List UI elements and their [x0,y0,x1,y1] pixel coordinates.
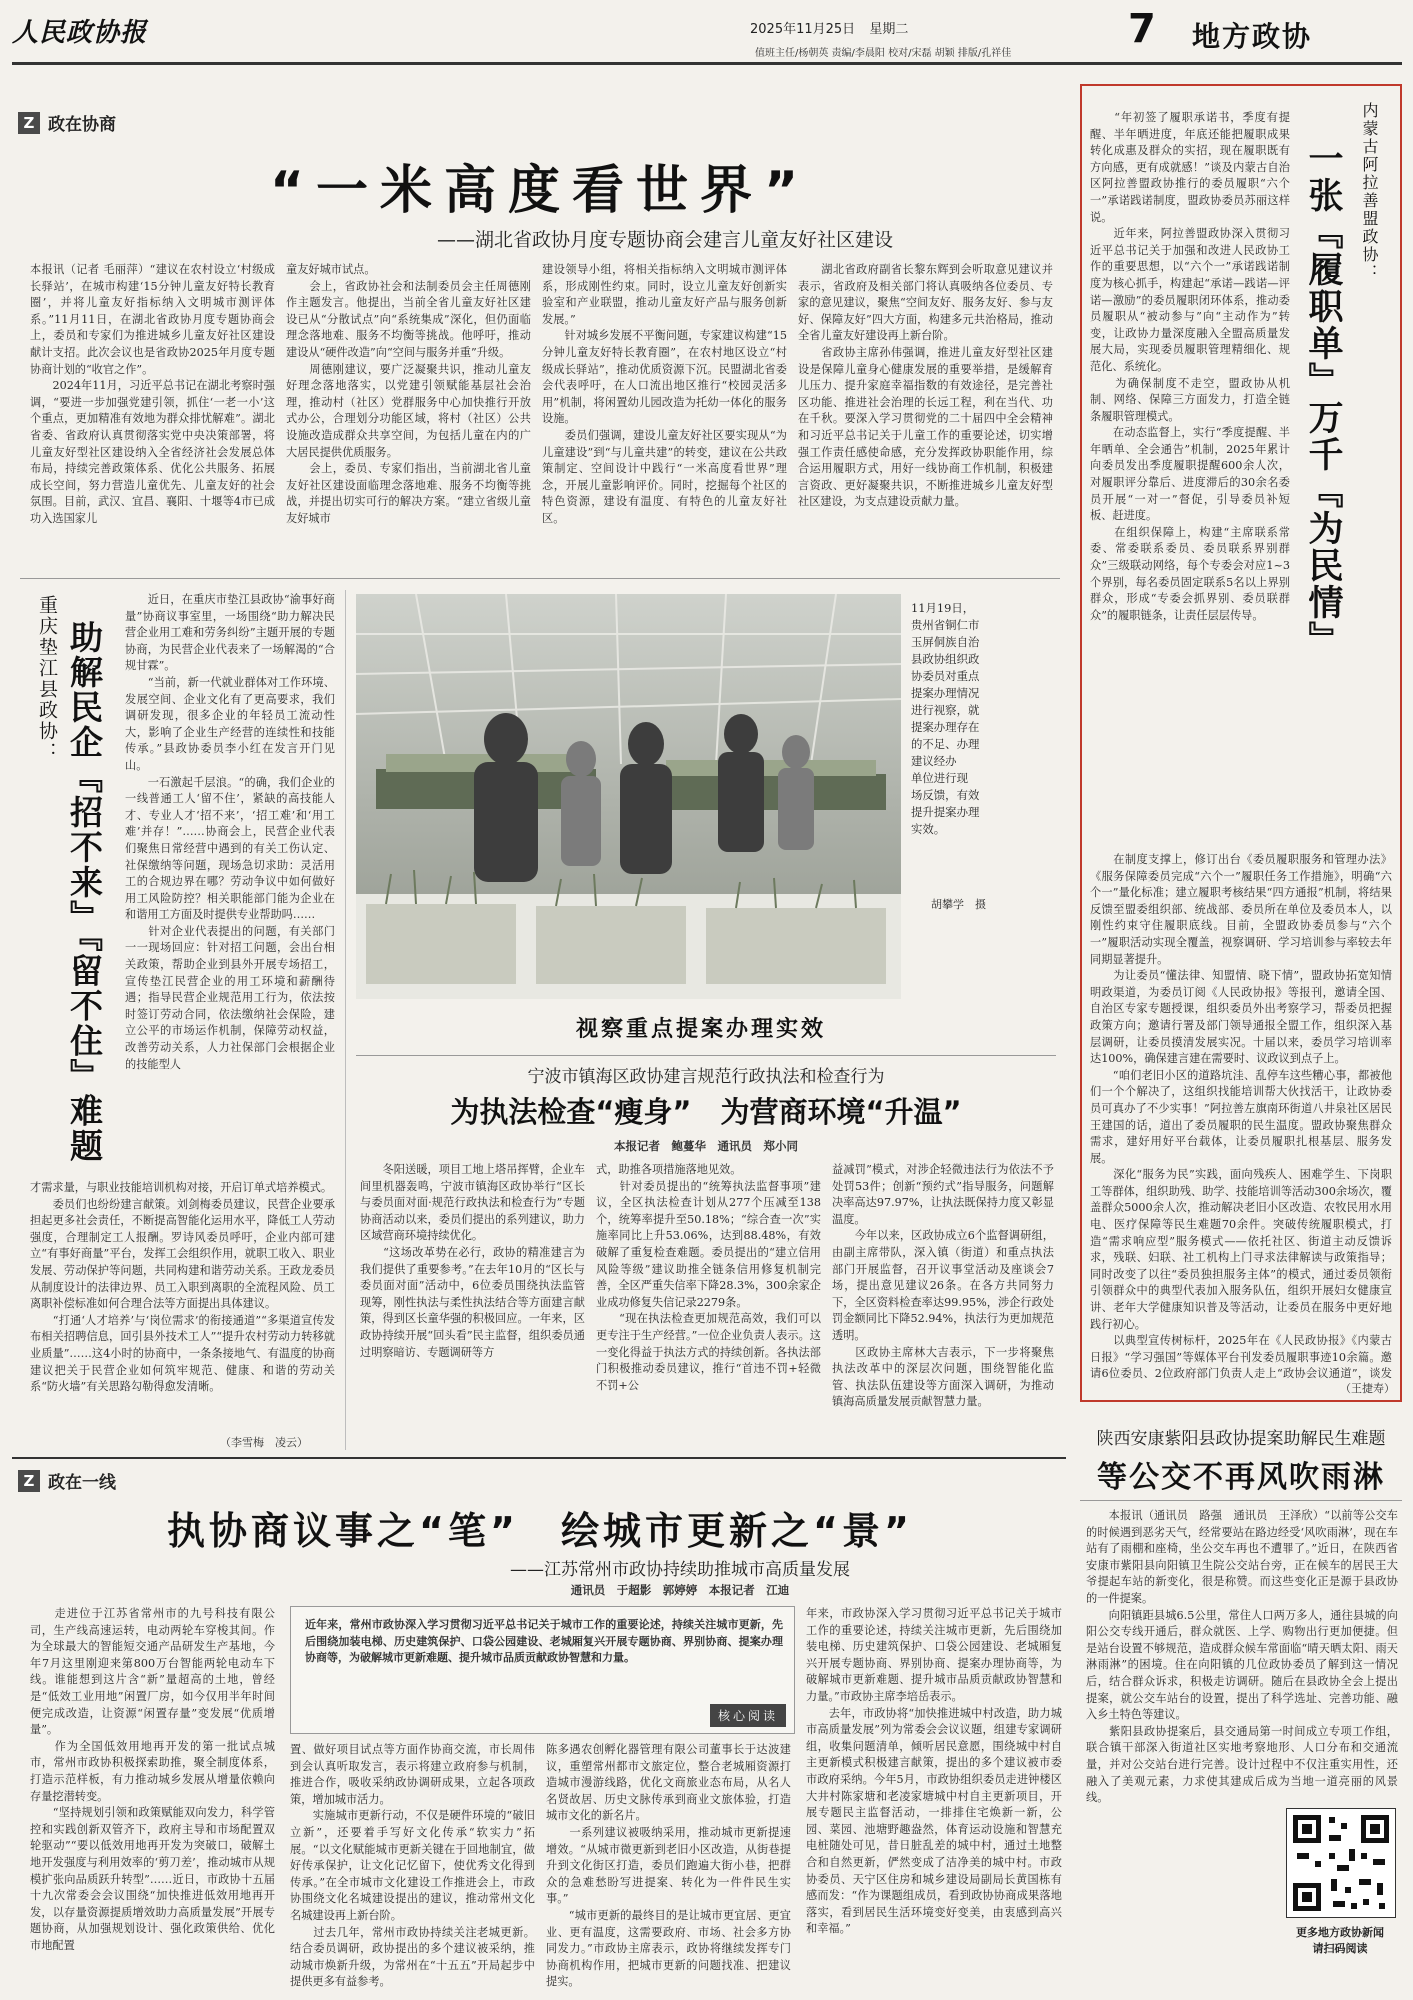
qr-caption-line1: 更多地方政协新闻 [1296,1926,1384,1939]
ningbo-col1: 冬阳送暖，项目工地上塔吊挥臂，企业车间里机器轰鸣，宁波市镇海区政协举行“区长与委员面对面·规范行政执法和检查行为”专题协商活动以来，委员们提出的系列建议，助力区域营商环境持续优化。 “这场改革势在必行，政协的精准建言为我们提供了重要参考。”在去年10月的“区长与委员面对面”活动中，6位委员围绕执法监管现筹，刚性执法与柔性执法结合等方面建言献策，得到区长童华强的积极回应。一年来，区政协持续开展“回头看”民主监督，组织委员通过明察暗访、专题调研等方 [360,1163,585,1359]
qr-caption-line2: 请扫码阅读 [1312,1942,1368,1955]
changzhou-col4: 年来，市政协深入学习贯彻习近平总书记关于城市工作的重要论述，持续关注城市更新，先后围绕加装电梯、历史建筑保护、口袋公园建设、老城厢复兴开展专题协商、界别协商、提案办理协商等，为破解城市更新难题、提升城市品质贡献政协智慧和力量。”市政协主席李培岳表示。 去年，市政协将“加快推进城中村改造，助力城市高质量发展”列为常委会会议议题，组建专家调研组，收集问题清单，倾听居民意愿，围绕城中村自主更新模式积极建言献策，提出的多个建议被市委市政府采纳。今年5月，市政协组织委员走进钟楼区大井村陈家塘和老凌家塘城中村自主更新项目，开展专题民主监督活动，一排排住宅焕新一新，公园、菜园、池塘野趣盎然，体育运动设施和智慧充电桩随处可见，昔日脏乱差的城中村，通过土地整合和自然更新，俨然变成了洁净美的城中村。市政协委员、天宁区住房和城乡建设局副局长黄国栋有感而发：“作为课题组成员，看到政协协商成果落地落实，看到居民生活环境变好变美，由衷感到高兴和幸福。” [806,1607,1062,1936]
chongqing-bottom-text: 才需求量，与职业技能培训机构对接，开启订单式培养模式。 委员们也纷纷建言献策。刘剑梅委员建议，民营企业要承担起更多社会责任，不断提高智能化运用水平，降低工人劳动强度，合理制定工人报酬。罗诗风委员呼吁，企业内部可建立“有事好商量”平台，发挥工会组织作用，就职工收入、职业发展、劳动保护等问题，共同构建和谐劳动关系。王政龙委员从制度设计的法律边界、员工入职到离职的全流程风险、员工离职补偿标准如何合理合法等方面提出具体建议。 “打通‘人才培养’与‘岗位需求’的衔接通道”“多渠道宣传发布相关招聘信息，回引县外技术工人”“提升农村劳动力转移就业质量”……这4小时的协商中，一条条接地气、有温度的协商建议把关于民营企业如何筑牢规范、健康、和谐的劳动关系“防火墙”有关思路勾勒得愈发清晰。 [30,1181,335,1394]
photo-caption-line: 进行视察，就 [911,703,980,717]
hubei-headline: “一米高度看世界” [269,161,811,221]
hubei-col3: 建设领导小组，将相关指标纳入文明城市测评体系，形成刚性约束。同时，设立儿童友好创新实验室和产业联盟，推动儿童友好产品与服务创新发展。” 针对城乡发展不平衡问题，专家建议构建“15分钟儿童友好特长教育圈”，在农村地区设立“村级成长驿站”，推动优质资源下沉。民盟湖北省委会代表呼吁，在人口流出地区推行“校园灵活多用”机制，将闲置幼儿园改造为托幼一体化的服务设施。 委员们强调，建设儿童友好社区要实现从“为儿童建设”到“与儿童共建”的转变，建议在公共政策制定、空间设计中践行“一米高度看世界”理念，开展儿童影响评价。同时，挖掘每个社区的特色资源，建设有温度、有特色的儿童友好社区。 [542,263,787,525]
changzhou-col3: 陈多遇农创孵化器管理有限公司董事长于达波建议，重塑常州都市文旅定位，整合老城厢资源打造城市漫游线路，优化文商旅业态布局，从名人名贤故居、历史文脉传承到商业文旅体验，打造城市文化的新名片。 一系列建议被吸纳采用，推动城市更新提速增效。“从城市微更新到老旧小区改造，从街巷提升到文化街区打造，委员们跑遍大街小巷，把群众的急难愁盼写进提案、转化为一件件民生实事。” “城市更新的最终目的是让城市更宜居、更宜业、更有温度，这需要政府、市场、社会多方协同发力。”市政协主席表示，政协将继续发挥专门协商机构作用，把城市更新的问题找准、把建议提实。 [546,1743,791,1989]
qr-code[interactable] [1286,1808,1396,1918]
photo-title: 视察重点提案办理实效 [575,1017,826,1042]
photo-caption-line: 11月19日， [911,601,975,615]
ankang-kicker: 陕西安康紫阳县政协提案助解民生难题 [1096,1429,1386,1449]
changzhou-byline: 通讯员 于超影 郭婷婷 本报记者 江迪 [570,1583,790,1597]
neimenggu-intro: “年初签了履职承诺书，季度有提醒、半年晒进度，年底还能把履职成果转化成惠及群众的实招，现在履职既有方向感，更有成就感！”谈及内蒙古自治区阿拉善盟政协推行的委员履职“六个一”承诺践诺制度，盟政协委员苏丽这样说。 近年来，阿拉善盟政协深入贯彻习近平总书记关于加强和改进人民政协工作的重要思想，以“六个一”承诺践诺制度为核心抓手，构建起“承诺—践诺—评诺—激励”的委员履职闭环体系，推动委员履职从“被动参与”向“主动作为”转变，让政协力量深度融入全盟高质量发展大局，实现委员履职管理精细化、规范化、系统化。 为确保制度不走空，盟政协从机制、网络、保障三方面发力，打造全链条履职管理模式。 在动态监督上，实行“季度提醒、半年晒单、全会通告”机制，2025年累计向委员发出季度履职提醒600余人次，对履职评分靠后、进度滞后的30余名委员开展“一对一”督促，引导委员补短板、赶进度。 在组织保障上，构建“主席联系常委、常委联系委员、委员联系界别群众”三级联动网络，每个专委会对应1~3个界别，每名委员固定联系5名以上界别群众，形成“专委会抓界别、委员联群众”的履职链条，让责任层层传导。 [1090,111,1290,622]
photo-credit: 胡攀学 摄 [931,898,986,911]
masthead-staff: 值班主任/杨朝英 责编/李晨阳 校对/宋磊 胡颖 排版/孔祥佳 [755,48,1012,59]
masthead-logo-text: 人民政协报 [12,18,148,48]
section-tag-zhengzai-xiexiang [18,110,116,135]
changzhou-summary-tag: 核心阅读 [710,1704,786,1727]
photo-caption-line: 的不足、办理 [911,737,980,751]
masthead-page-number: 7 [1128,6,1156,52]
chongqing-title: 助解民企『招不来』『留不住』难题 [65,620,104,1164]
chongqing-region: 重庆垫江县政协： [36,595,58,763]
masthead-logo [12,12,182,46]
photo-caption-line: 提案办理存在 [911,720,980,734]
photo-caption-line: 提升提案办理 [911,805,980,819]
section-z-icon: Z [18,112,40,134]
hubei-bottom-rule [20,578,1060,579]
changzhou-summary-box [290,1606,795,1734]
changzhou-col1: 走进位于江苏省常州市的九号科技有限公司，生产线高速运转，电动两轮车穿梭其间。作为全球最大的智能短交通产品研发生产基地，今年7月这里刚迎来第800万台智能两轮电动车下线。谁能想到这片含“新”量超高的土地，曾经是“低效工业用地”闲置厂房，如今仅用半年时间便完成改造，让资源“闲置存量”变发展“优质增量”。 作为全国低效用地再开发的第一批试点城市，常州市政协积极探索助推，聚全制度体系，打造示范样板，有力推动城乡发展从增量依赖向存量挖潜转变。 “坚持规划引领和政策赋能双向发力，科学管控和实践创新双管齐下，政府主导和市场配置双轮驱动”“要以低效用地再开发为突破口，破解土地开发强度与利用效率的‘剪刀差’，推动城市从规模扩张向品质跃升转型”……近日，市政协十五届十九次常委会会议围绕“加快推进低效用地再开发，以存量资源提质增效助力高质量发展”开展专题协商，从加强规划设计、强化政策供给、优化市地配置 [30,1607,275,1952]
photo-caption-line: 县政协组织政 [911,652,980,666]
chongqing-byline: （李雪梅 凌云） [220,1436,308,1449]
chongqing-divider [345,590,346,1450]
changzhou-headline: 执协商议事之“笔” 绘城市更新之“景” [167,1509,913,1553]
masthead-weekday: 星期二 [869,22,909,37]
hubei-subheadline: ——湖北省政协月度专题协商会建言儿童友好社区建设 [436,229,893,251]
masthead-section: 地方政协 [1192,20,1313,53]
neimenggu-region: 内蒙古阿拉善盟政协： [1360,102,1379,282]
section-tag-label: 政在一线 [48,1473,116,1493]
masthead-rule [12,62,1402,65]
ankang-rule [1080,1500,1402,1501]
neimenggu-body: 在制度支撑上，修订出台《委员履职服务和管理办法》《服务保障委员完成“六个一”履职任务工作措施》，明确“六个一”量化标准；建立履职考核结果“四方通报”机制，将结果反馈至盟委组织部、统战部、委员所在单位及委员本人，以刚性约束守住履职底线。目前，全盟政协委员参与“六个一”履职活动实现全覆盖，视察调研、学习培训参与率较去年同期显著提升。 为让委员“懂法律、知盟情、晓下情”，盟政协拓宽知情明政渠道，为委员订阅《人民政协报》等报刊，邀请全国、自治区专家专题授课，组织委员外出考察学习，帮委员把握政策方向；邀请行署及部门领导通报全盟工作，组织深入基层调研，让委员摸清发展实况。十届以来，委员学习培训率达100%，确保建言建在需要时、议政议到点子上。 “咱们老旧小区的道路坑洼、乱停车这些糟心事，都被他们一个个解决了，这组织找能培训帮大伙找活干，让政协委员可真办了不少实事！”阿拉善左旗南环街道八井泉社区居民王建国的话，道出了委员履职的民生温度。盟政协聚焦群众需求，建好用好平台载体，让委员履职扎根基层、服务发展。 深化“服务为民”实践，面向残疾人、困难学生、下岗职工等群体，组织助残、助学、技能培训等活动300余场次，覆盖群众5000余人次，推动解决老旧小区改造、农牧民用水用电、医疗保障等民生难题70余件。突破传统履职模式，打造“需求响应型”服务模式——依托社区、街道主动反馈诉求，残联、妇联、社工机构上门寻求法律解读与政策指导；同时改变了以往“委员独担服务主体”的模式，通过委员领衔引领群众中的典型代表加入服务队伍，组织开展妇女健康宣讲、老年大学健康知识普及等活动，让委员在服务中更好地践行初心。 以典型宣传树标杆，2025年在《人民政协报》《内蒙古日报》“学习强国”等媒体平台刊发委员履职事迹10余篇。邀请6位委员、2位政府部门负责人走上“政协会议通道”，谈发 [1090,853,1392,1380]
hubei-col2: 童友好城市试点。 会上，省政协社会和法制委员会主任周德刚作主题发言。他提出，当前全省儿童友好社区建设已从“分散试点”向“系统集成”深化，但仍面临理念落地难、服务不均衡等挑战。他呼吁，推动建设从“硬件改造”向“空间与服务并重”升级。 周德刚建议，要广泛凝聚共识，推动儿童友好理念落地落实，以党建引领赋能基层社会治理，推动村（社区）党群服务中心加快推行开放式办公，合理划分功能区域，将村（社区）公共设施改造成群众共享空间，为包括儿童在内的广大居民提供优质服务。 会上，委员、专家们指出，当前湖北省儿童友好社区建设面临理念落地难、服务不均衡等挑战，并提出切实可行的解决方案。“建立省级儿童友好城市 [286,263,531,525]
photo-caption-line: 建议经办 [911,754,957,768]
photo-caption-line: 实效。 [911,822,946,836]
photo-caption-line: 场反馈，有效 [911,788,980,802]
neimenggu-title: 一张『履职单』万千『为民情』 [1303,140,1343,658]
qr-caption [1270,1925,1410,1957]
chongqing-top-text: 近日，在重庆市垫江县政协“渝事好商量”协商议事室里，一场围绕“助力解决民营企业用工难和劳务纠纷”主题开展的专题协商，为民营企业代表来了一场解渴的“合规甘霖”。 “当前，新一代就业群体对工作环境、发展空间、企业文化有了更高要求，我们调研发现，很多企业的年轻员工流动性大，影响了企业生产经营的连续性和技能传承。”县政协委员李小红在发言开门见山。 一石激起千层浪。“的确，我们企业的一线普通工人‘留不住’，紧缺的高技能人才、专业人才‘招不来’，‘招工难’和‘用工难’并存！”……协商会上，民营企业代表们聚焦日常经营中遇到的有关工伤认定、社保缴纳等问题，现场急切求助：灵活用工的合规边界在哪？劳动争议中如何做好用工风险防控？相关职能部门能为企业在和谐用工方面及时提供专业帮助吗…… 针对企业代表提出的问题，有关部门一一现场回应：针对招工问题，会出台相关政策，帮助企业到县外开展专场招工，宣传垫江民营企业的用工环境和薪酬待遇；指导民营企业规范用工行为，依法按时签订劳动合同，依法缴纳社会保险，建立公平的市场运作机制，保障劳动权益，改善劳动关系，人力社保部门会根据企业的技能型人 [125,593,335,1071]
ningbo-col2: 式，助推各项措施落地见效。 针对委员提出的“统筹执法监督事项”建议，全区执法检查计划从277个压减至138个，统筹率提升至50.18%；“综合查一次”实施率同比上升53.06%，达到88.48%，有效破解了重复检查难题。委员提出的“建立信用风险等级”建议助推全链条信用修复机制完善，全区严重失信率下降28.3%，300余家企业成功修复失信记录2279条。 “现在执法检查更加规范高效，我们可以更专注于生产经营。”一位企业负责人表示。这一变化得益于执法方式的持续创新。各执法部门积极推动委员建议，推行“首违不罚+轻微不罚+公 [596,1163,821,1392]
changzhou-col2: 置、做好项目试点等方面作协商交流，市长周伟到会认真听取发言，表示将建立政府参与机制，推进合作，吸收采纳政协调研成果，立起各项政策，增加城市活力。 实施城市更新行动，不仅是硬件环境的“破旧立新”，还要着手写好文化传承“软实力”拓展。“以文化赋能城市更新关键在于回地制宜，做好传承保护，让文化记忆留下，使优秀文化得到传承。”在全市城市文化建设工作推进会上，市政协围绕文化名城建设提出的建议，推动常州文化名城建设再上新台阶。 过去几年，常州市政协持续关注老城更新。结合委员调研，政协提出的多个建议被采纳，推动城市焕新升级，为常州在“十五五”开局起步中提供更多有益参考。 [290,1743,535,1989]
ankang-body-top: 本报讯（通讯员 路强 通讯员 王泽欣）“以前等公交车的时候遇到恶劣天气，经常要站在路边经受‘风吹雨淋’，现在车站有了雨棚和座椅，坐公交车再也不遭罪了。”近日，在陕西省安康市紫阳县向阳镇卫生院公交站台旁，正在候车的居民王大爷提起车站的新变化，很是称赞。而这些变化正是源于县政协的一件提案。 向阳镇距县城6.5公里，常住人口两万多人，通往县城的向阳公交专线开通后，群众就医、上学、购物出行更加便捷。但是站台设置不够规范，造成群众候车常面临“晴天晒太阳、雨天淋雨淋”的困境。住在向阳镇的几位政协委员了解到这一情况后，结合群众诉求，积极走访调研。随后在县政协全会上提出提案，就公交车站台的设置，提出了科学选址、完善功能、融入乡土特色等建议。 紫阳县政协提案后，县交通局第一时间成立专项工作组，联合镇干部深入街道社区实地考察地形、人口分布和交通流量，并对公交站台进行完善。设计过程中不仅注重实用性，还融入了美观元素，力求使其建成后成为当地一道亮丽的风景线。 [1086,1509,1398,1805]
photo-bottom-rule [356,1055,1056,1056]
photo-block [356,594,1046,1004]
photo-caption-line: 玉屏侗族自治 [911,635,980,649]
hubei-col1: 本报讯（记者 毛丽萍）“建议在农村设立‘村级成长驿站’，在城市构建‘15分钟儿童友好特长教育圈’，并将儿童友好指标纳入文明城市测评体系。”11月11日，在湖北省政协月度专题协商会上，委员和专家们为推进城乡儿童友好社区建设献计支招。此次会议也是省政协2025年月度专题协商计划的“收官之作”。 2024年11月，习近平总书记在湖北考察时强调，“要进一步加强党建引领，抓住‘一老一小’这个重点，更加精准有效地为群众排忧解难”。湖北省委、省政府认真贯彻落实党中央决策部署，将儿童友好型社区建设纳入全省经济社会发展总体布局，持续完善政策体系、优化公共服务、拓展成长空间，努力营造儿童优先、儿童友好的社会氛围。目前，武汉、宜昌、襄阳、十堰等4市已成功入选国家儿 [30,263,275,525]
ankang-headline: 等公交不再风吹雨淋 [1097,1460,1385,1495]
photo-caption-line: 提案办理情况 [911,686,980,700]
section2-rule [12,1457,1066,1459]
photo-image [356,594,901,999]
masthead-date-line [750,18,908,37]
changzhou-summary: 近年来，常州市政协深入学习贯彻习近平总书记关于城市工作的重要论述，持续关注城市更新，先后围绕加装电梯、历史建筑保护、口袋公园建设、老城厢复兴开展专题协商、界别协商、提案办理协商等，为破解城市更新难题、提升城市品质贡献政协智慧和力量。 [305,1618,783,1665]
section-z-icon: Z [18,1470,40,1492]
section-tag-label: 政在协商 [48,115,116,135]
ningbo-byline: 本报记者 鲍蔓华 通讯员 郑小同 [614,1139,798,1153]
masthead-date: 2025年11月25日 [750,22,856,37]
ningbo-headline: 为执法检查“瘦身” 为营商环境“升温” [450,1095,962,1129]
ningbo-kicker: 宁波市镇海区政协建言规范行政执法和检查行为 [527,1067,885,1087]
neimenggu-byline: （王捷寿） [1340,1382,1395,1395]
hubei-col4: 湖北省政府副省长黎东辉到会听取意见建议并表示，省政府及相关部门将认真吸纳各位委员、专家的意见建议，聚焦“空间友好、服务友好、参与友好、保障友好”四大方面，构建多元共治格局，推动全省儿童友好建设再上新台阶。 省政协主席孙伟强调，推进儿童友好型社区建设是保障儿童身心健康发展的重要举措，是缓解育儿压力、提升家庭幸福指数的有效途径，是完善社区功能、推进社会治理的长远工程，利在当代、功在千秋。要深入学习贯彻党的二十届四中全会精神和习近平总书记关于儿童工作的重要论述，切实增强工作责任感使命感，充分发挥政协职能作用，综合运用履职方式，用好一线协商工作机制，积极建言资政、更好凝聚共识，不断推进城乡儿童友好型社区建设，为支点建设贡献力量。 [798,263,1053,509]
photo-caption-line: 单位进行现 [911,771,968,785]
qr-code-icon [1287,1809,1395,1917]
changzhou-subheadline: ——江苏常州市政协持续助推城市高质量发展 [510,1560,850,1580]
photo-caption-line: 协委员对重点 [911,669,980,683]
photo-caption [911,600,1043,838]
ankang-body-bottom-spacer [1086,1808,1278,1948]
ningbo-col3: 益减罚”模式，对涉企轻微违法行为依法不予处罚53件；创新“预约式”指导服务，问题解决率高达97.97%，让执法既保持力度又彰显温度。 今年以来，区政协成立6个监督调研组，由副主席带队，深入镇（街道）和重点执法部门开展监督，召开议事堂活动及座谈会7场，提出意见建议26条。在各方共同努力下，全区资料检查率达99.95%，涉企行政处罚金额同比下降52.94%，执法行为更加规范透明。 区政协主席林大吉表示，下一步将聚焦执法改革中的深层次问题，围绕智能化监管、执法队伍建设等方面深入调研，为推动镇海高质量发展贡献智慧力量。 [832,1163,1054,1409]
photo-caption-line: 贵州省铜仁市 [911,618,980,632]
section-tag-zhengzai-yixian [18,1468,116,1493]
